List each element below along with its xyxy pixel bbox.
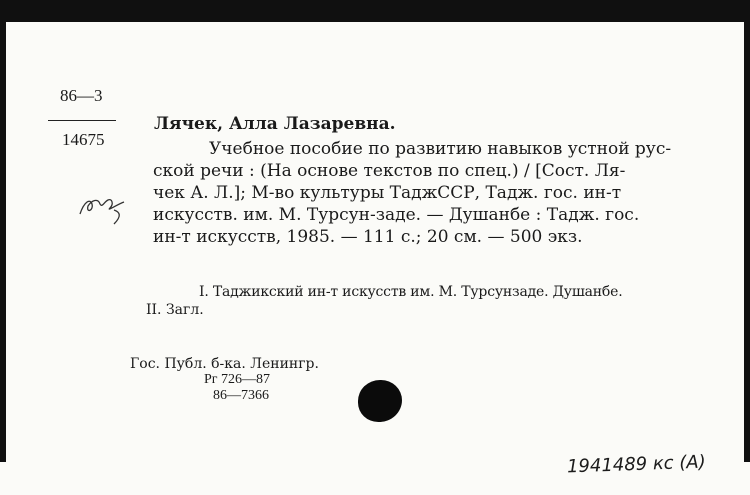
inventory-number: 14675 [62, 130, 105, 149]
tracing-line-2: II. Загл. [146, 302, 204, 318]
description-line-1: Учебное пособие по развитию навыков устной рус- [209, 139, 672, 159]
description-line-2: ской речи : (На основе текстов по спец.) / [Сост. Ля- [153, 161, 626, 181]
punched-hole [358, 380, 402, 422]
handwritten-number: 1941489 кс (А) [566, 451, 707, 478]
divider-rule [48, 120, 116, 121]
bottom-strip [0, 451, 750, 495]
tracing-line-1: I. Таджикский ин-т искусств им. М. Турсунзаде. Душанбе. [199, 284, 623, 300]
description-line-5: ин-т искусств, 1985. — 111 с.; 20 см. — 500 экз. [153, 227, 583, 247]
library-name: Гос. Публ. б-ка. Ленингр. [130, 356, 319, 372]
description-line-4: искусств. им. М. Турсун-заде. — Душанбе : Тадж. гос. [153, 205, 640, 225]
catalog-card [6, 22, 744, 462]
handwritten-mark-icon [74, 184, 134, 232]
description-line-3: чек А. Л.]; М-во культуры ТаджССР, Тадж. гос. ин-т [153, 183, 622, 203]
card-number-1: Рг 726—87 [204, 372, 271, 387]
author-heading: Лячек, Алла Лазаревна. [154, 114, 396, 134]
card-number-2: 86—7366 [213, 388, 269, 403]
classification-code: 86—3 [60, 86, 103, 105]
